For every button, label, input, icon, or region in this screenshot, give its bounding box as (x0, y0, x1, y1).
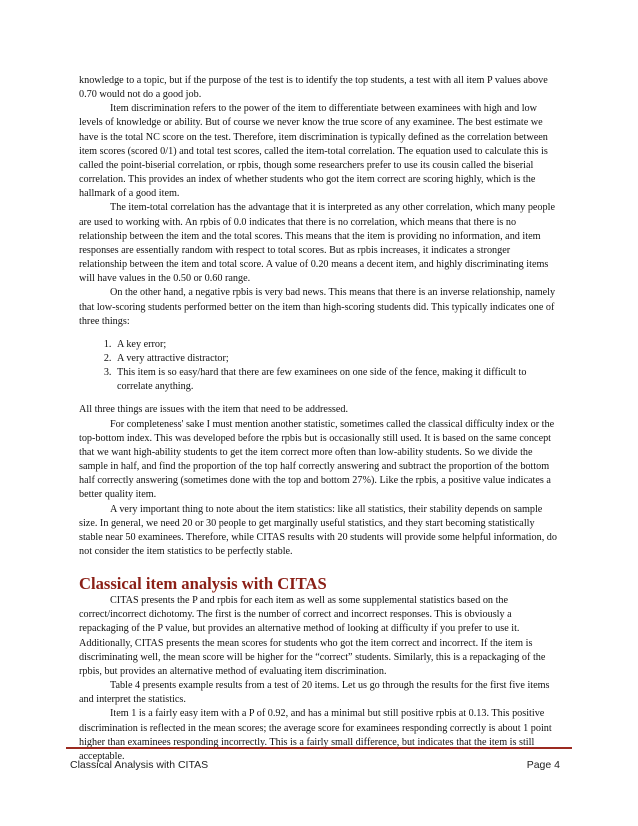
paragraph: A very important thing to note about the item statistics: like all statistics, their stability depends on sample size. In general, we need 20 or 30 people to get marginally useful statistics, and they start becoming statistically stable near 50 examinees. Therefore, while CITAS results with 20 students will provide some helpful information, do not consider the item statistics to be perfectly stable. (79, 503, 557, 557)
paragraph: Item discrimination refers to the power of the item to differentiate between examinees with high and low levels of knowledge or ability. But of course we never know the true score of any examinee. The best estimate we have is the total NC score on the test. Therefore, item discrimination is typically defined as the correlation between item scores (scored 0/1) and total test scores, called the item-total correlation. The equation used to calculate this is called the point-biserial correlation, or rpbis, though some researchers prefer to use its cousin called the biserial correlation. This provides an index of whether students who got the item correct are scoring highly, which is the hallmark of a good item. (79, 103, 548, 200)
list-item: 3. This item is so easy/hard that there are few examinees on one side of the fence, making it difficult to correlate anything. (114, 366, 559, 394)
paragraph: knowledge to a topic, but if the purpose of the test is to identify the top students, a test with all item P values above 0.70 would not do a good job. (79, 75, 548, 101)
spacer (79, 329, 559, 338)
page-content (79, 74, 559, 764)
paragraph: For completeness' sake I must mention another statistic, sometimes called the classical difficulty index or the top-bottom index. This was developed before the rpbis but is occasionally still used. It is based on the same concept that we want high-ability students to get the item correct more often than low-ability students. So we divide the sample in half, and find the proportion of the top half correctly answering and subtract the proportion of the bottom half correctly answering (sometimes done with the top and bottom 27%). Like the rpbis, a positive value indicates a better quality item. (79, 418, 555, 501)
page-number: Page 4 (526, 759, 560, 771)
list-item: 1. A key error; (114, 338, 559, 352)
paragraph: All three things are issues with the item that need to be addressed. (79, 404, 349, 416)
footer-title: Classical Analysis with CITAS (70, 759, 209, 771)
numbered-list (79, 338, 559, 395)
paragraph: Table 4 presents example results from a test of 20 items. Let us go through the results for the first five items and interpret the statistics. (79, 680, 550, 706)
paragraph: On the other hand, a negative rpbis is very bad news. This means that there is an inverse relationship, namely that low-scoring students performed better on the item than high-scoring students did. This typically indicates one of three things: (79, 287, 556, 327)
list-item: 2. A very attractive distractor; (114, 352, 559, 366)
section-heading: Classical item analysis with CITAS (79, 574, 327, 594)
page-footer (66, 747, 572, 771)
paragraph: CITAS presents the P and rpbis for each item as well as some supplemental statistics based on the correct/incorrect dichotomy. The first is the number of correct and incorrect responses. This is obviously a repackaging of the P value, but provides an alternative method of looking at difficulty if you prefer to use it. Additionally, CITAS presents the mean scores for students who got the item correct and incorrect. If the item is discriminating well, the mean score will be higher for the “correct” students. Similarly, this is a repackaging of the rpbis, but provides an alternative method of evaluating item discrimination. (79, 595, 546, 677)
spacer (79, 394, 559, 403)
paragraph: Item 1 is a fairly easy item with a P of 0.92, and has a minimal but still positive rpbis at 0.13. This positive discrimination is reflected in the mean scores; the average score for examinees responding correctly is about 1 point higher than examinees responding incorrectly. This is a fairly small difference, but indicates that the item is still acceptable. (79, 708, 552, 762)
paragraph: The item-total correlation has the advantage that it is interpreted as any other correlation, which many people are used to working with. An rpbis of 0.0 indicates that there is no correlation, which means that there is no relationship between the item and the total scores. This means that the item is providing no information, and item responses are essentially random with respect to total scores. But as rpbis increases, it indicates a stronger relationship between the item and total score. A value of 0.20 means a decent item, and highly discriminating items will have values in the 0.50 or 0.60 range. (79, 202, 555, 285)
